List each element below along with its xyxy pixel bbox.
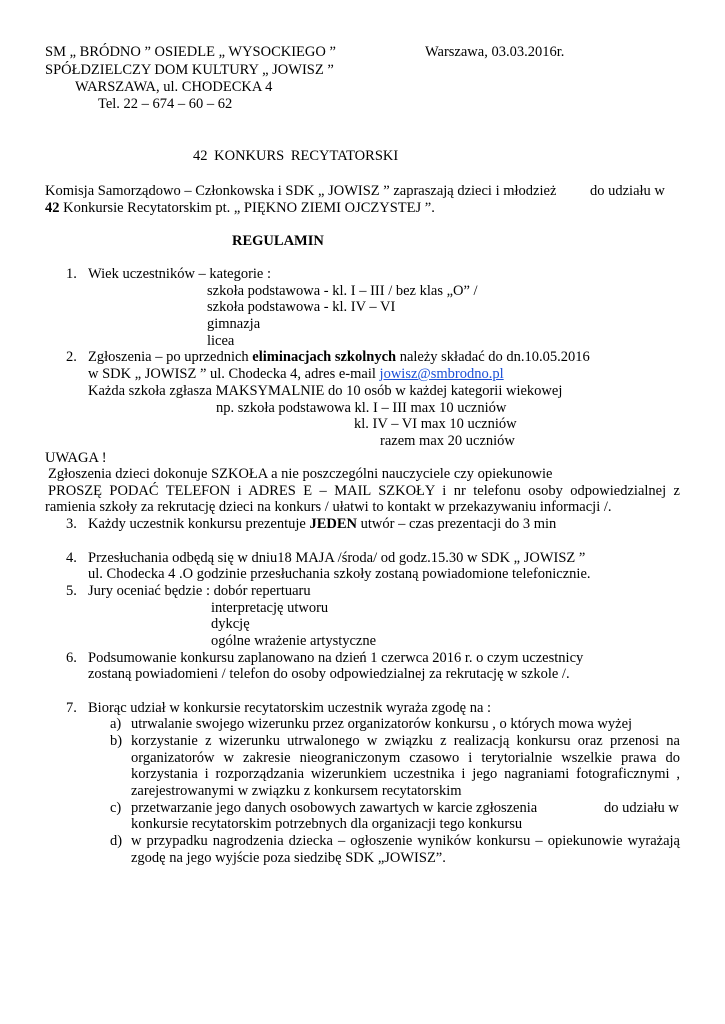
sub-item-c-line-1-end: do udziału w <box>604 800 679 816</box>
org-line-3: WARSZAWA, ul. CHODECKA 4 <box>75 79 273 95</box>
item-2-line-1-a: Zgłoszenia – po uprzednich <box>88 349 253 365</box>
item-2-number: 2. <box>66 349 77 365</box>
sub-item-b-label: b) <box>110 733 123 749</box>
item-3-number: 3. <box>66 516 77 532</box>
sub-item-a-label: a) <box>110 716 122 732</box>
item-6-line-2: zostaną powiadomieni / telefon do osoby odpowiedzialnej za rekrutację w szkole /. <box>88 666 570 682</box>
intro-line-1-end: do udziału w <box>590 183 665 199</box>
item-6-line-1: Podsumowanie konkursu zaplanowano na dzień 1 czerwca 2016 r. o czym uczestnicy <box>88 650 584 666</box>
item-2-line-3: Każda szkoła zgłasza MAKSYMALNIE do 10 osób w każdej kategorii wiekowej <box>88 383 563 399</box>
item-7-text: Biorąc udział w konkursie recytatorskim uczestnik wyraża zgodę na : <box>88 700 492 716</box>
uwaga-line-2: PROSZĘ PODAĆ TELEFON i ADRES E – MAIL SZKOŁY i nr telefonu osoby odpowiedzialnej z <box>48 483 680 499</box>
regulamin-heading: REGULAMIN <box>232 233 324 249</box>
criteria-item: interpretację utworu <box>211 600 329 616</box>
item-6-number: 6. <box>66 650 77 666</box>
sub-item-c-line-1: przetwarzanie jego danych osobowych zawartych w karcie zgłoszenia <box>131 800 538 816</box>
document-date: Warszawa, 03.03.2016r. <box>425 44 565 60</box>
sub-item-d-line-1: w przypadku nagrodzenia dziecka – ogłoszenie wyników konkursu – opiekunowie wyrażają <box>131 833 680 849</box>
uwaga-heading: UWAGA ! <box>45 450 107 466</box>
item-3-text-a: Każdy uczestnik konkursu prezentuje <box>88 516 310 532</box>
item-3-text <box>88 516 556 532</box>
item-2-line-1 <box>88 349 590 365</box>
category-item: licea <box>207 333 235 349</box>
org-line-1: SM „ BRÓDNO ” OSIEDLE „ WYSOCKIEGO ” <box>45 44 336 60</box>
item-1-text: Wiek uczestników – kategorie : <box>88 266 272 282</box>
item-2-line-2 <box>88 366 504 382</box>
email-link[interactable]: jowisz@smbrodno.pl <box>379 366 504 382</box>
item-7-number: 7. <box>66 700 77 716</box>
item-2-line-1-b: należy składać do dn.10.05.2016 <box>396 349 590 365</box>
intro-line-2-rest: Konkursie Recytatorskim pt. „ PIĘKNO ZIEMI OJCZYSTEJ ”. <box>59 200 435 216</box>
criteria-item: dykcję <box>211 616 250 632</box>
item-2-bold: eliminacjach szkolnych <box>252 349 397 365</box>
item-2-line-4: np. szkoła podstawowa kl. I – III max 10 uczniów <box>216 400 507 416</box>
item-4-line-2: ul. Chodecka 4 .O godzinie przesłuchania szkoły zostaną powiadomione telefonicznie. <box>88 566 591 582</box>
org-phone: Tel. 22 – 674 – 60 – 62 <box>98 96 233 112</box>
org-line-2: SPÓŁDZIELCZY DOM KULTURY „ JOWISZ ” <box>45 62 334 78</box>
category-item: gimnazja <box>207 316 261 332</box>
intro-line-2 <box>45 200 435 216</box>
sub-item-b-line-1: korzystanie z wizerunku utrwalonego w związku z realizacją konkursu oraz przenosi na <box>131 733 680 749</box>
sub-item-d-line-2: zgodę na jego wyjście poza siedzibę SDK „JOWISZ”. <box>131 850 446 866</box>
category-item: szkoła podstawowa - kl. IV – VI <box>207 299 396 315</box>
sub-item-b-line-3: korzystania i rozporządzania wizerunkiem uczestnika i jego nagraniami fotograficznymi , <box>131 766 680 782</box>
sub-item-b-line-2: organizatorów w zakresie nieograniczonym czasowo i terytorialnie wszelkie prawa do <box>131 750 680 766</box>
item-3-bold: JEDEN <box>309 516 357 532</box>
intro-line-1: Komisja Samorządowo – Członkowska i SDK „ JOWISZ ” zapraszają dzieci i młodzież <box>45 183 557 199</box>
item-5-text: Jury oceniać będzie : dobór repertuaru <box>88 583 311 599</box>
criteria-item: ogólne wrażenie artystyczne <box>211 633 377 649</box>
item-1-number: 1. <box>66 266 77 282</box>
item-5-number: 5. <box>66 583 77 599</box>
document-title: 42 KONKURS RECYTATORSKI <box>193 148 399 164</box>
item-2-line-6: razem max 20 uczniów <box>380 433 515 449</box>
category-item: szkoła podstawowa - kl. I – III / bez klas „O” / <box>207 283 478 299</box>
sub-item-b-line-4: zarejestrowanymi w związku z konkursem recytatorskim <box>131 783 462 799</box>
item-4-number: 4. <box>66 550 77 566</box>
sub-item-c-line-2: konkursie recytatorskim potrzebnych dla organizacji tego konkursu <box>131 816 523 832</box>
item-3-text-b: utwór – czas prezentacji do 3 min <box>357 516 557 532</box>
uwaga-line-1: Zgłoszenia dzieci dokonuje SZKOŁA a nie poszczególni nauczyciele czy opiekunowie <box>48 466 553 482</box>
item-2-line-2-a: w SDK „ JOWISZ ” ul. Chodecka 4, adres e-mail <box>88 366 380 382</box>
sub-item-a-line-1: utrwalanie swojego wizerunku przez organizatorów konkursu , o których mowa wyżej <box>131 716 633 732</box>
sub-item-d-label: d) <box>110 833 123 849</box>
item-2-line-5: kl. IV – VI max 10 uczniów <box>354 416 517 432</box>
item-4-line-1: Przesłuchania odbędą się w dniu18 MAJA /środa/ od godz.15.30 w SDK „ JOWISZ ” <box>88 550 586 566</box>
sub-item-c-label: c) <box>110 800 122 816</box>
uwaga-line-3: ramienia szkoły za rekrutację dzieci na konkurs / ułatwi to kontakt w przekazywaniu informacji /. <box>45 499 612 515</box>
contest-number: 42 <box>45 200 60 216</box>
